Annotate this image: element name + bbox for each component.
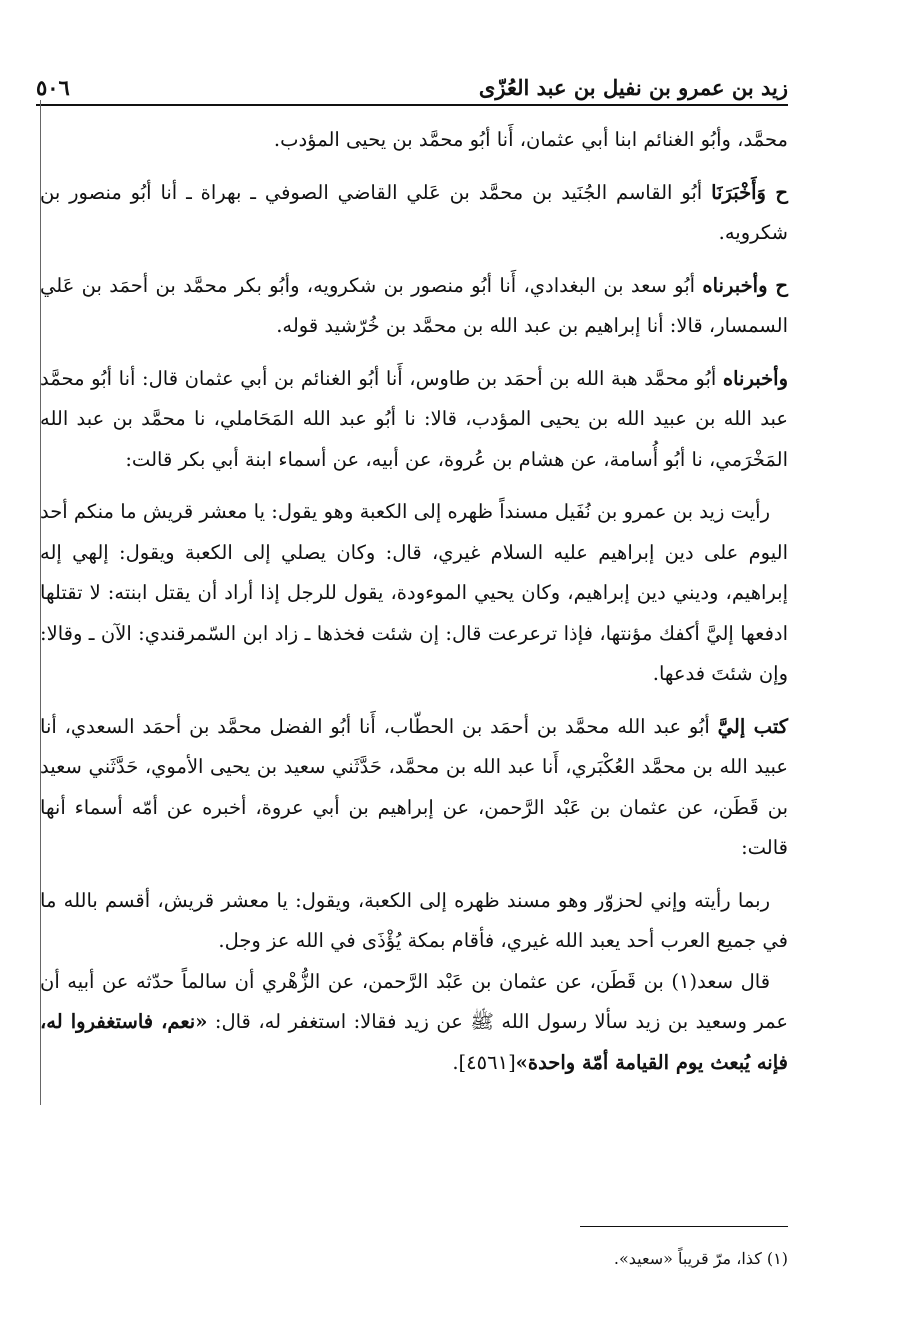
paragraph-text: رأيت زيد بن عمرو بن نُفَيل مسنداً ظهره إلى الكعبة وهو يقول: يا معشر قريش ما منكم أحد اليوم على دين إبراهيم عليه السلام غيري، قال: وكان يصلي إلى الكعبة ويقول: إلهي إله إبراهيم، وديني دين إبراهيم، وكان يحيي الموءودة، يقول للرجل إذا أراد أن يقتل ابنته: لا تقتلها ادفعها إليَّ أكفك مؤنتها، فإذا ترعرعت قال: إن شئت فخذها ـ زاد ابن السّمرقندي: الآن ـ وقالا: وإن شئتَ فدعها. <box>40 500 788 685</box>
paragraph-text: أبُو سعد بن البغدادي، أَنا أبُو منصور بن شكرويه، وأبُو بكر محمَّد بن أحمَد بن عَلي السمسار، قالا: أنا إبراهيم بن عبد الله بن محمَّد بن خُرّشيد قوله. <box>40 273 788 337</box>
header-rule <box>36 104 788 106</box>
page-body <box>40 120 788 1083</box>
paragraph-lead: ح وأخبرناه <box>702 273 788 297</box>
paragraph-lead: كتب إليَّ <box>717 714 788 738</box>
hadith-reference: [٤٥٦١]. <box>452 1050 516 1074</box>
paragraph-text: محمَّد، وأبُو الغنائم ابنا أبي عثمان، أَنا أبُو محمَّد بن يحيى المؤدب. <box>273 128 788 151</box>
paragraph-7 <box>40 881 788 962</box>
footnote: (١) كذا، مرّ قريباً «سعيد». <box>613 1249 788 1268</box>
footnote-rule <box>580 1226 788 1227</box>
page-number: ٥٠٦ <box>36 74 70 100</box>
paragraph-1 <box>40 120 788 161</box>
paragraph-text: أبُو محمَّد هبة الله بن أحمَد بن طاوس، أَنا أبُو الغنائم بن أبي عثمان قال: أنا أبُو محمَّد عبد الله بن عبيد الله بن يحيى المؤدب، قالا: نا أبُو عبد الله المَحَاملي، نا محمَّد بن عبد الله المَخْرَمي، نا أبُو أُسامة، عن هشام بن عُروة، عن أبيه، عن أسماء ابنة أبي بكر قالت: <box>40 366 788 471</box>
paragraph-text: قال سعد(١) بن قَطَن، عن عثمان بن عَبْد الرَّحمن، عن الزُّهْري أن سالماً حدّثه عن أبيه أن عمر وسعيد بن زيد سألا رسول الله ﷺ عن زيد فقالا: استغفر له، قال: <box>40 969 788 1033</box>
paragraph-3 <box>40 266 788 347</box>
paragraph-5 <box>40 492 788 695</box>
paragraph-text: ربما رأيته وإني لحزوّر وهو مسند ظهره إلى الكعبة، ويقول: يا معشر قريش، أقسم بالله ما في جميع العرب أحد يعبد الله غيري، فأقام بمكة يُؤْذَى في الله عز وجل. <box>40 888 788 952</box>
paragraph-4 <box>40 359 788 481</box>
paragraph-lead: ح وَأَخْبَرَنَا <box>711 180 788 204</box>
running-title: زيد بن عمرو بن نفيل بن عبد العُزّى <box>478 74 788 100</box>
running-header <box>36 72 788 102</box>
paragraph-8 <box>40 962 788 1084</box>
paragraph-2 <box>40 173 788 254</box>
paragraph-lead: وأخبرناه <box>722 366 788 390</box>
hadith-quote: «نعم، فاستغفروا له، فإنه يُبعث يوم القيامة أمّة واحدة» <box>40 1010 788 1074</box>
paragraph-text: أبُو القاسم الجُنَيد بن محمَّد بن عَلي القاضي الصوفي ـ بهراة ـ أنا أبُو منصور بن شكرويه. <box>40 180 788 244</box>
paragraph-6 <box>40 707 788 869</box>
paragraph-text: أبُو عبد الله محمَّد بن أحمَد بن الحطّاب، أَنا أبُو الفضل محمَّد بن أحمَد السعدي، أنا عبيد الله بن محمَّد العُكْبَري، أَنا عبد الله بن محمَّد، حَدَّثَني سعيد بن يحيى الأموي، حَدَّثَني سعيد بن قَطَن، عن عثمان بن عَبْد الرَّحمن، عن إبراهيم بن أبي عروة، أخبره عن أمّه أسماء أنها قالت: <box>40 714 788 859</box>
